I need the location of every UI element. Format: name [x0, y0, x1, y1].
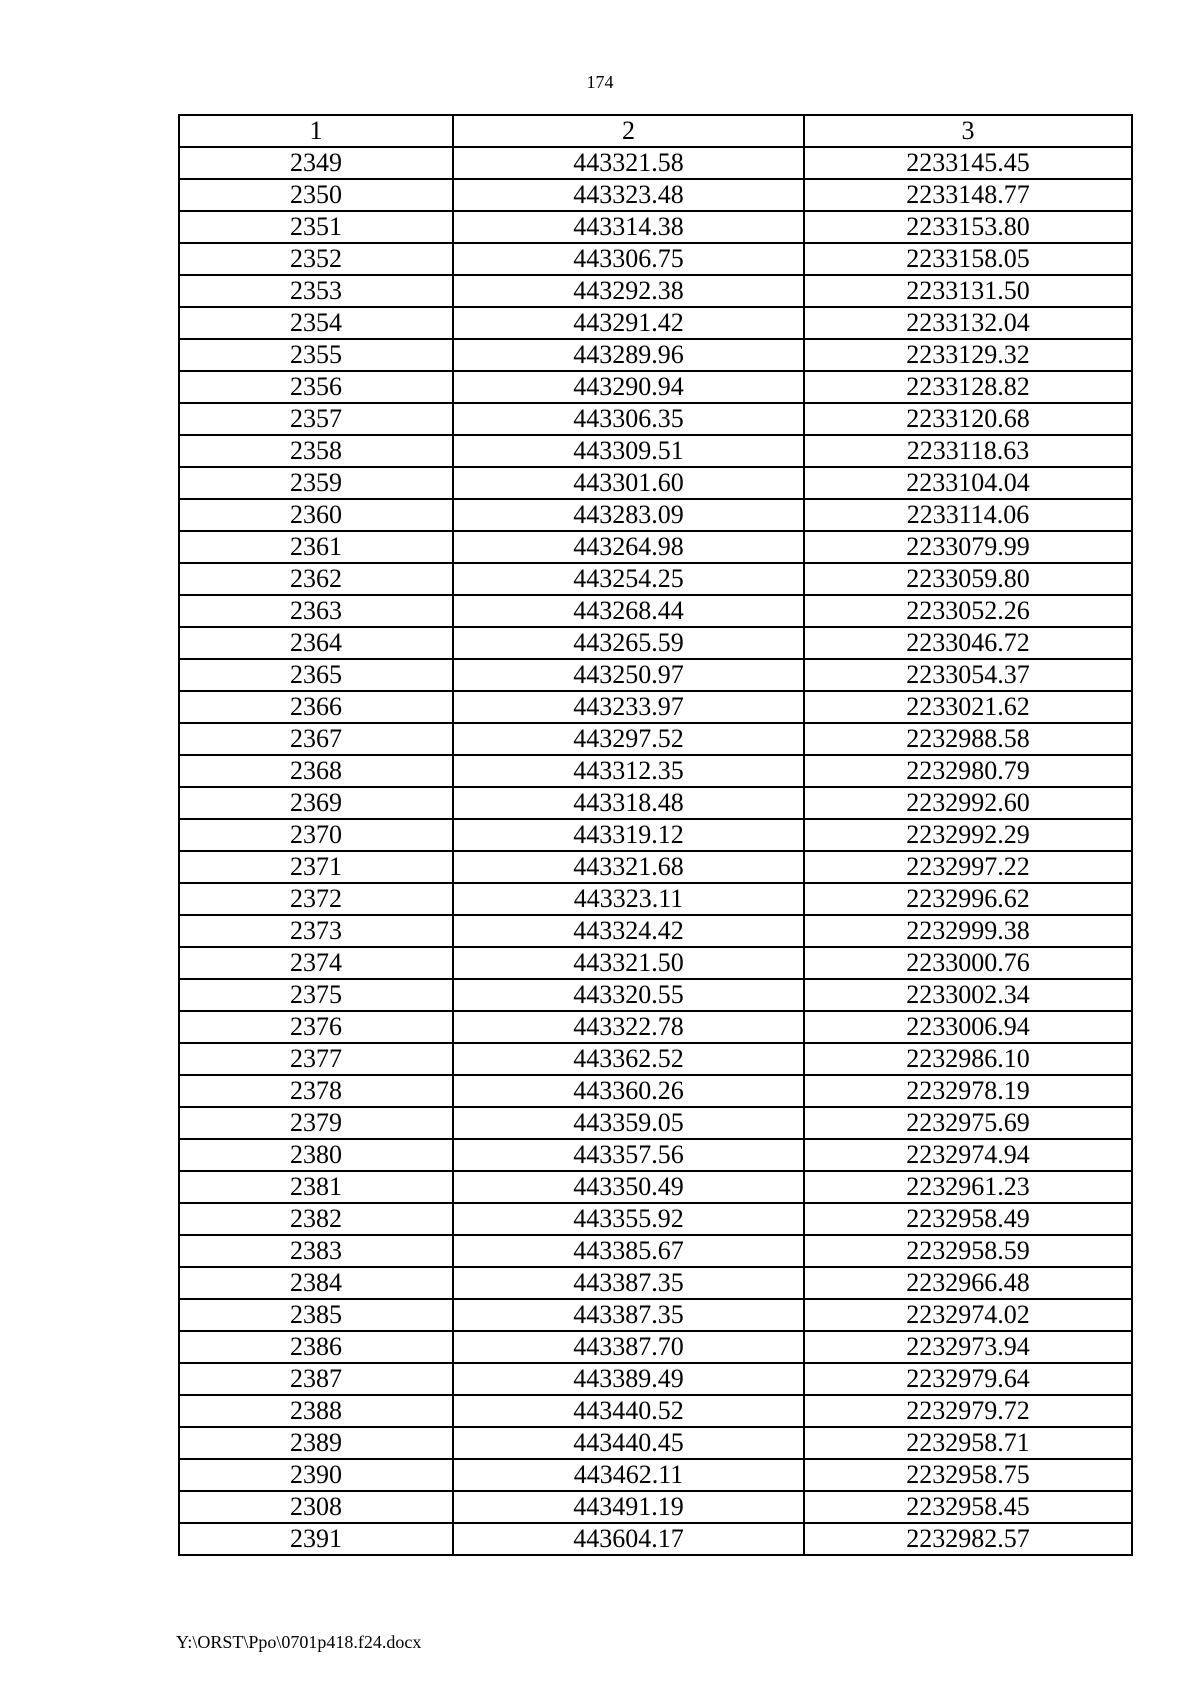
x-coordinate-cell: 443265.59 — [453, 627, 804, 659]
point-number-cell: 2378 — [179, 1075, 453, 1107]
x-coordinate-cell: 443283.09 — [453, 499, 804, 531]
point-number-cell: 2369 — [179, 787, 453, 819]
y-coordinate-cell: 2232975.69 — [804, 1107, 1132, 1139]
x-coordinate-cell: 443320.55 — [453, 979, 804, 1011]
table-row — [179, 563, 1132, 595]
y-coordinate-cell: 2232992.29 — [804, 819, 1132, 851]
point-number-cell: 2381 — [179, 1171, 453, 1203]
point-number-cell: 2354 — [179, 307, 453, 339]
x-coordinate-cell: 443306.35 — [453, 403, 804, 435]
table-row — [179, 819, 1132, 851]
y-coordinate-cell: 2232988.58 — [804, 723, 1132, 755]
x-coordinate-cell: 443389.49 — [453, 1363, 804, 1395]
x-coordinate-cell: 443297.52 — [453, 723, 804, 755]
x-coordinate-cell: 443359.05 — [453, 1107, 804, 1139]
y-coordinate-cell: 2232999.38 — [804, 915, 1132, 947]
y-coordinate-cell: 2233021.62 — [804, 691, 1132, 723]
point-number-cell: 2389 — [179, 1427, 453, 1459]
footer-file-path: Y:\ORST\Ppo\0701p418.f24.docx — [176, 1632, 422, 1652]
y-coordinate-cell: 2233148.77 — [804, 179, 1132, 211]
table-row — [179, 1139, 1132, 1171]
y-coordinate-cell: 2232973.94 — [804, 1331, 1132, 1363]
x-coordinate-cell: 443385.67 — [453, 1235, 804, 1267]
table-row — [179, 435, 1132, 467]
x-coordinate-cell: 443321.58 — [453, 147, 804, 179]
point-number-cell: 2308 — [179, 1491, 453, 1523]
x-coordinate-cell: 443324.42 — [453, 915, 804, 947]
point-number-cell: 2349 — [179, 147, 453, 179]
table-row — [179, 723, 1132, 755]
table-row — [179, 371, 1132, 403]
column-header-3: 3 — [804, 115, 1132, 147]
x-coordinate-cell: 443290.94 — [453, 371, 804, 403]
coordinates-table — [178, 114, 1133, 1556]
table-row — [179, 275, 1132, 307]
y-coordinate-cell: 2233132.04 — [804, 307, 1132, 339]
y-coordinate-cell: 2233046.72 — [804, 627, 1132, 659]
x-coordinate-cell: 443491.19 — [453, 1491, 804, 1523]
x-coordinate-cell: 443264.98 — [453, 531, 804, 563]
point-number-cell: 2370 — [179, 819, 453, 851]
point-number-cell: 2363 — [179, 595, 453, 627]
point-number-cell: 2361 — [179, 531, 453, 563]
table-row — [179, 1491, 1132, 1523]
y-coordinate-cell: 2232997.22 — [804, 851, 1132, 883]
table-row — [179, 1459, 1132, 1491]
point-number-cell: 2368 — [179, 755, 453, 787]
x-coordinate-cell: 443306.75 — [453, 243, 804, 275]
x-coordinate-cell: 443319.12 — [453, 819, 804, 851]
table-row — [179, 691, 1132, 723]
x-coordinate-cell: 443362.52 — [453, 1043, 804, 1075]
table-row — [179, 1427, 1132, 1459]
table-row — [179, 1363, 1132, 1395]
coordinates-table-body — [179, 115, 1132, 1555]
table-row — [179, 1267, 1132, 1299]
x-coordinate-cell: 443440.45 — [453, 1427, 804, 1459]
y-coordinate-cell: 2233079.99 — [804, 531, 1132, 563]
x-coordinate-cell: 443291.42 — [453, 307, 804, 339]
point-number-cell: 2388 — [179, 1395, 453, 1427]
table-row — [179, 627, 1132, 659]
x-coordinate-cell: 443312.35 — [453, 755, 804, 787]
table-row — [179, 1203, 1132, 1235]
point-number-cell: 2372 — [179, 883, 453, 915]
point-number-cell: 2375 — [179, 979, 453, 1011]
point-number-cell: 2367 — [179, 723, 453, 755]
x-coordinate-cell: 443350.49 — [453, 1171, 804, 1203]
x-coordinate-cell: 443292.38 — [453, 275, 804, 307]
point-number-cell: 2371 — [179, 851, 453, 883]
y-coordinate-cell: 2232974.94 — [804, 1139, 1132, 1171]
table-row — [179, 179, 1132, 211]
x-coordinate-cell: 443321.50 — [453, 947, 804, 979]
column-header-1: 1 — [179, 115, 453, 147]
y-coordinate-cell: 2232978.19 — [804, 1075, 1132, 1107]
point-number-cell: 2359 — [179, 467, 453, 499]
point-number-cell: 2364 — [179, 627, 453, 659]
table-row — [179, 1075, 1132, 1107]
point-number-cell: 2390 — [179, 1459, 453, 1491]
table-row — [179, 403, 1132, 435]
table-row — [179, 499, 1132, 531]
y-coordinate-cell: 2233054.37 — [804, 659, 1132, 691]
table-row — [179, 947, 1132, 979]
point-number-cell: 2380 — [179, 1139, 453, 1171]
point-number-cell: 2374 — [179, 947, 453, 979]
y-coordinate-cell: 2233000.76 — [804, 947, 1132, 979]
table-row — [179, 307, 1132, 339]
y-coordinate-cell: 2232958.45 — [804, 1491, 1132, 1523]
point-number-cell: 2355 — [179, 339, 453, 371]
point-number-cell: 2373 — [179, 915, 453, 947]
x-coordinate-cell: 443323.11 — [453, 883, 804, 915]
x-coordinate-cell: 443233.97 — [453, 691, 804, 723]
y-coordinate-cell: 2233145.45 — [804, 147, 1132, 179]
x-coordinate-cell: 443462.11 — [453, 1459, 804, 1491]
x-coordinate-cell: 443250.97 — [453, 659, 804, 691]
table-row — [179, 659, 1132, 691]
y-coordinate-cell: 2232961.23 — [804, 1171, 1132, 1203]
point-number-cell: 2386 — [179, 1331, 453, 1363]
y-coordinate-cell: 2232996.62 — [804, 883, 1132, 915]
x-coordinate-cell: 443289.96 — [453, 339, 804, 371]
table-row — [179, 1043, 1132, 1075]
column-header-2: 2 — [453, 115, 804, 147]
y-coordinate-cell: 2232980.79 — [804, 755, 1132, 787]
table-row — [179, 211, 1132, 243]
point-number-cell: 2356 — [179, 371, 453, 403]
table-row — [179, 147, 1132, 179]
y-coordinate-cell: 2233006.94 — [804, 1011, 1132, 1043]
point-number-cell: 2358 — [179, 435, 453, 467]
x-coordinate-cell: 443322.78 — [453, 1011, 804, 1043]
y-coordinate-cell: 2232979.64 — [804, 1363, 1132, 1395]
table-row — [179, 1171, 1132, 1203]
x-coordinate-cell: 443254.25 — [453, 563, 804, 595]
table-row — [179, 1011, 1132, 1043]
x-coordinate-cell: 443440.52 — [453, 1395, 804, 1427]
x-coordinate-cell: 443321.68 — [453, 851, 804, 883]
y-coordinate-cell: 2233114.06 — [804, 499, 1132, 531]
y-coordinate-cell: 2233118.63 — [804, 435, 1132, 467]
point-number-cell: 2357 — [179, 403, 453, 435]
point-number-cell: 2383 — [179, 1235, 453, 1267]
y-coordinate-cell: 2232986.10 — [804, 1043, 1132, 1075]
table-row — [179, 1331, 1132, 1363]
y-coordinate-cell: 2232974.02 — [804, 1299, 1132, 1331]
table-row — [179, 531, 1132, 563]
table-row — [179, 787, 1132, 819]
point-number-cell: 2352 — [179, 243, 453, 275]
table-row — [179, 1523, 1132, 1555]
table-row — [179, 1299, 1132, 1331]
table-row — [179, 1395, 1132, 1427]
x-coordinate-cell: 443323.48 — [453, 179, 804, 211]
y-coordinate-cell: 2233129.32 — [804, 339, 1132, 371]
table-row — [179, 915, 1132, 947]
table-row — [179, 883, 1132, 915]
point-number-cell: 2350 — [179, 179, 453, 211]
x-coordinate-cell: 443387.35 — [453, 1267, 804, 1299]
page-number: 174 — [586, 72, 614, 92]
point-number-cell: 2366 — [179, 691, 453, 723]
y-coordinate-cell: 2232958.59 — [804, 1235, 1132, 1267]
point-number-cell: 2362 — [179, 563, 453, 595]
x-coordinate-cell: 443314.38 — [453, 211, 804, 243]
x-coordinate-cell: 443604.17 — [453, 1523, 804, 1555]
point-number-cell: 2351 — [179, 211, 453, 243]
y-coordinate-cell: 2233128.82 — [804, 371, 1132, 403]
y-coordinate-cell: 2232958.71 — [804, 1427, 1132, 1459]
point-number-cell: 2384 — [179, 1267, 453, 1299]
y-coordinate-cell: 2232979.72 — [804, 1395, 1132, 1427]
x-coordinate-cell: 443387.70 — [453, 1331, 804, 1363]
table-row — [179, 339, 1132, 371]
point-number-cell: 2382 — [179, 1203, 453, 1235]
point-number-cell: 2377 — [179, 1043, 453, 1075]
table-row — [179, 1235, 1132, 1267]
y-coordinate-cell: 2232958.49 — [804, 1203, 1132, 1235]
y-coordinate-cell: 2233059.80 — [804, 563, 1132, 595]
y-coordinate-cell: 2232992.60 — [804, 787, 1132, 819]
point-number-cell: 2353 — [179, 275, 453, 307]
x-coordinate-cell: 443387.35 — [453, 1299, 804, 1331]
table-row — [179, 595, 1132, 627]
y-coordinate-cell: 2233153.80 — [804, 211, 1132, 243]
point-number-cell: 2379 — [179, 1107, 453, 1139]
point-number-cell: 2385 — [179, 1299, 453, 1331]
table-row — [179, 979, 1132, 1011]
table-row — [179, 851, 1132, 883]
table-row — [179, 467, 1132, 499]
table-row — [179, 1107, 1132, 1139]
x-coordinate-cell: 443357.56 — [453, 1139, 804, 1171]
y-coordinate-cell: 2233052.26 — [804, 595, 1132, 627]
point-number-cell: 2365 — [179, 659, 453, 691]
point-number-cell: 2360 — [179, 499, 453, 531]
table-row — [179, 243, 1132, 275]
y-coordinate-cell: 2232966.48 — [804, 1267, 1132, 1299]
x-coordinate-cell: 443309.51 — [453, 435, 804, 467]
y-coordinate-cell: 2233120.68 — [804, 403, 1132, 435]
y-coordinate-cell: 2232958.75 — [804, 1459, 1132, 1491]
y-coordinate-cell: 2233002.34 — [804, 979, 1132, 1011]
point-number-cell: 2387 — [179, 1363, 453, 1395]
y-coordinate-cell: 2233131.50 — [804, 275, 1132, 307]
x-coordinate-cell: 443301.60 — [453, 467, 804, 499]
point-number-cell: 2391 — [179, 1523, 453, 1555]
y-coordinate-cell: 2233104.04 — [804, 467, 1132, 499]
table-row — [179, 755, 1132, 787]
x-coordinate-cell: 443318.48 — [453, 787, 804, 819]
y-coordinate-cell: 2232982.57 — [804, 1523, 1132, 1555]
y-coordinate-cell: 2233158.05 — [804, 243, 1132, 275]
table-header-row — [179, 115, 1132, 147]
x-coordinate-cell: 443268.44 — [453, 595, 804, 627]
x-coordinate-cell: 443360.26 — [453, 1075, 804, 1107]
point-number-cell: 2376 — [179, 1011, 453, 1043]
x-coordinate-cell: 443355.92 — [453, 1203, 804, 1235]
